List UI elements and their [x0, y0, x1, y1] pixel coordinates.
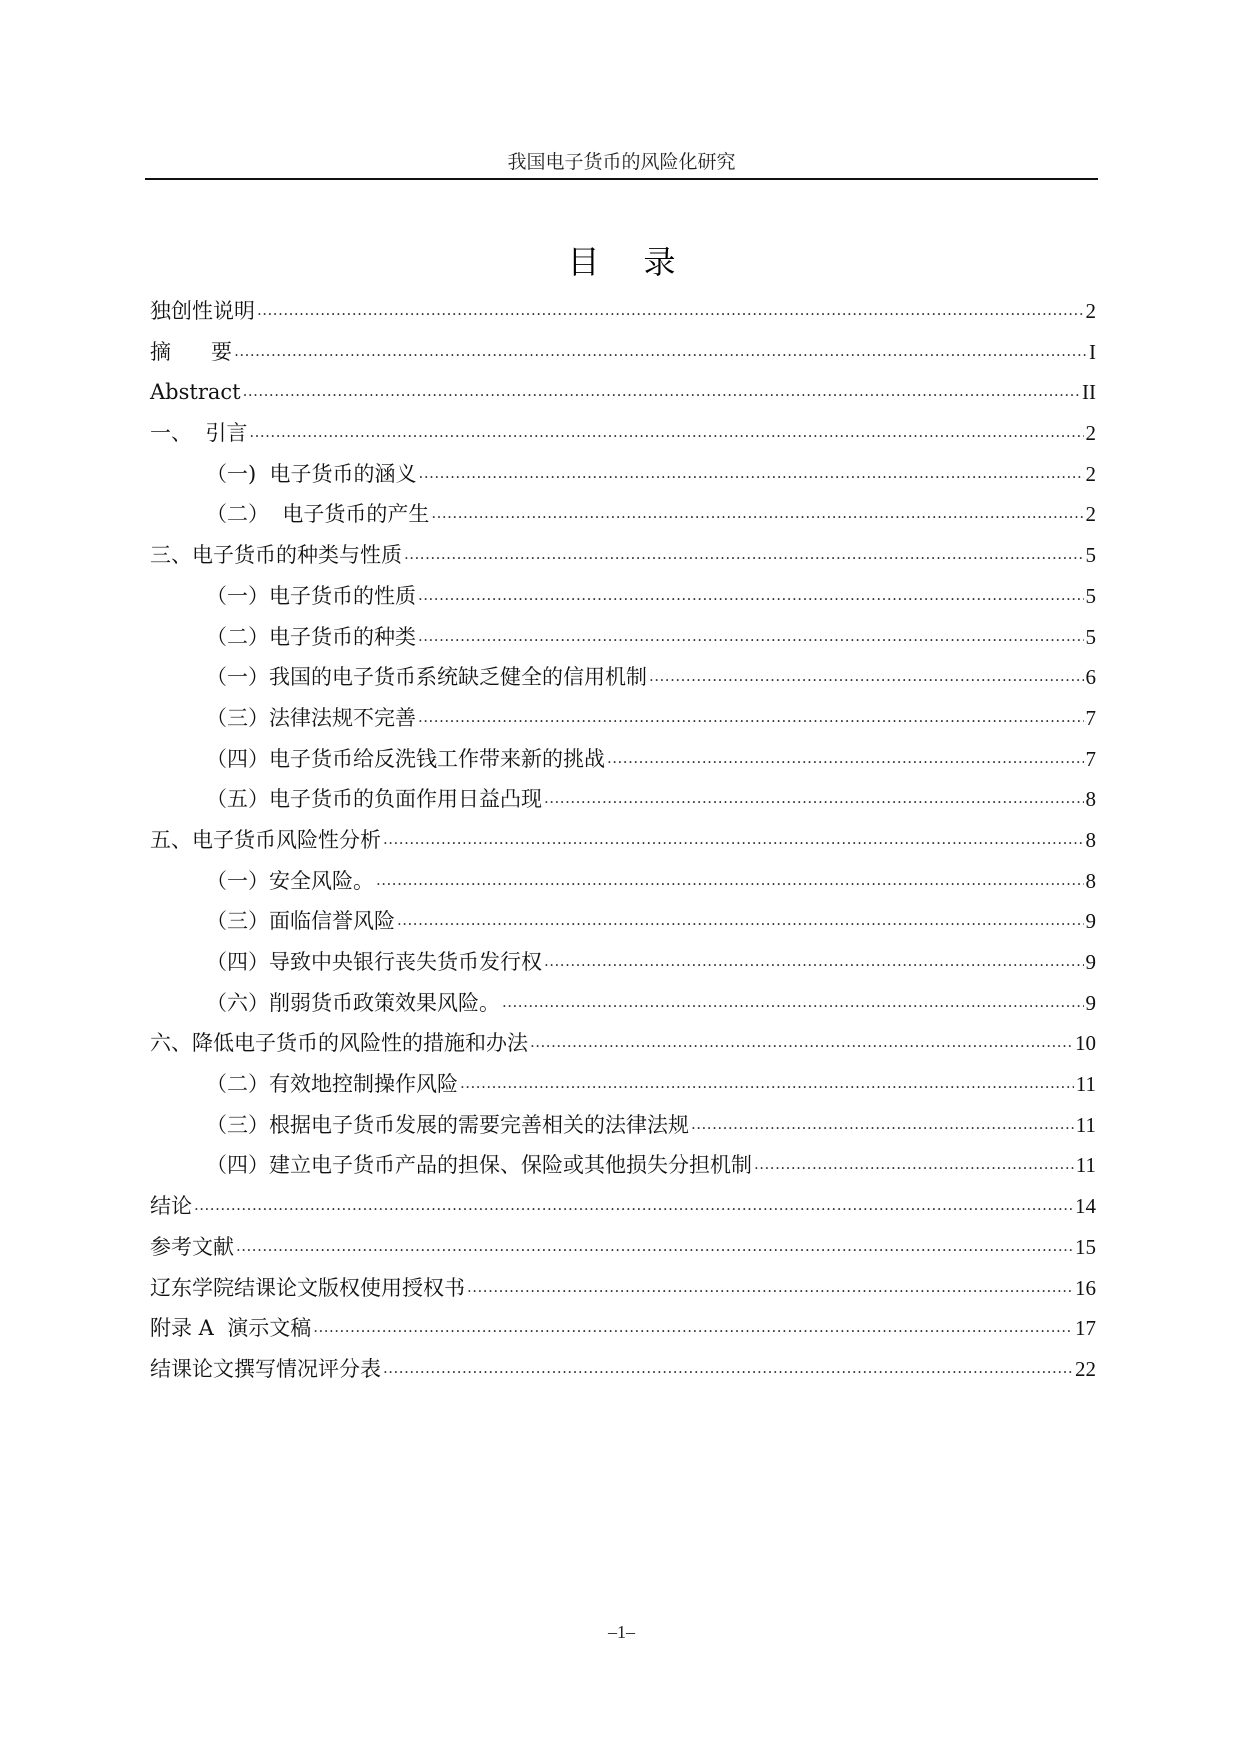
- toc-entry-page: 9: [1085, 950, 1096, 974]
- toc-entry[interactable]: [150, 861, 1096, 902]
- toc-dot-leader: [460, 1070, 1074, 1091]
- toc-entry-label: 六、降低电子货币的风险性的措施和办法: [150, 1031, 528, 1056]
- toc-entry[interactable]: [150, 372, 1096, 413]
- toc-entry-label: Abstract: [150, 380, 241, 405]
- toc-dot-leader: [397, 907, 1084, 928]
- toc-entry[interactable]: [150, 779, 1096, 820]
- toc-dot-leader: [418, 582, 1084, 603]
- toc-entry-page: 14: [1075, 1194, 1096, 1219]
- toc-entry-page: 2: [1085, 299, 1096, 323]
- toc-entry-page: 9: [1085, 909, 1096, 934]
- toc-entry[interactable]: [150, 942, 1096, 983]
- toc-entry-label: 三、电子货币的种类与性质: [150, 543, 402, 568]
- toc-entry[interactable]: [150, 1064, 1096, 1105]
- toc-dot-leader: [502, 989, 1084, 1010]
- toc-entry-label: （一）我国的电子货币系统缺乏健全的信用机制: [206, 665, 647, 690]
- toc-dot-leader: [607, 745, 1084, 766]
- toc-entry[interactable]: [150, 1145, 1096, 1186]
- toc-entry-label: （三）法律法规不完善: [206, 705, 416, 730]
- toc-dot-leader: [194, 1192, 1073, 1213]
- toc-entry-label: （一）电子货币的性质: [206, 583, 416, 608]
- toc-entry-page: 15: [1075, 1234, 1096, 1259]
- toc-dot-leader: [234, 338, 1087, 359]
- toc-dot-leader: [313, 1314, 1073, 1335]
- toc-entry[interactable]: [150, 332, 1096, 373]
- toc-entry-page: 16: [1075, 1275, 1096, 1300]
- toc-entry[interactable]: [150, 291, 1096, 332]
- toc-entry-page: 8: [1085, 827, 1096, 852]
- toc-entry-page: 22: [1075, 1356, 1096, 1381]
- toc-entry-page: 2: [1085, 421, 1096, 446]
- toc-entry[interactable]: [150, 983, 1096, 1024]
- toc-entry[interactable]: [150, 657, 1096, 698]
- toc-entry[interactable]: [150, 1227, 1096, 1268]
- toc-dot-leader: [257, 297, 1084, 318]
- toc-entry-label: 五、电子货币风险性分析: [150, 827, 381, 852]
- toc-entry-label: 附录 A 演示文稿: [150, 1316, 312, 1341]
- toc-dot-leader: [530, 1029, 1073, 1050]
- toc-entry-page: 7: [1085, 746, 1096, 771]
- toc-dot-leader: [418, 623, 1084, 644]
- toc-title: 目录: [567, 243, 720, 281]
- toc-dot-leader: [544, 948, 1084, 969]
- toc-entry-label: （二）有效地控制操作风险: [206, 1072, 458, 1097]
- toc-entry-page: 7: [1085, 705, 1096, 730]
- toc-entry-label: （四）建立电子货币产品的担保、保险或其他损失分担机制: [206, 1153, 752, 1178]
- toc-entry-page: 11: [1075, 1153, 1096, 1178]
- toc-entry[interactable]: [150, 1308, 1096, 1349]
- toc-dot-leader: [383, 826, 1084, 847]
- toc-dot-leader: [376, 867, 1084, 888]
- toc-entry[interactable]: [150, 535, 1096, 576]
- page-number: –1–: [608, 1622, 635, 1642]
- toc-entry-label: （三）面临信誉风险: [206, 909, 395, 934]
- toc-dot-leader: [383, 1355, 1073, 1376]
- toc-entry-page: 9: [1085, 990, 1096, 1015]
- toc-entry-page: 5: [1085, 624, 1096, 649]
- toc-dot-leader: [243, 378, 1080, 399]
- toc-entry-label: （一) 电子货币的涵义: [206, 461, 417, 486]
- toc-entry[interactable]: [150, 617, 1096, 658]
- toc-dot-leader: [691, 1111, 1074, 1132]
- toc-entry-label: （四）导致中央银行丧失货币发行权: [206, 950, 542, 974]
- toc-entry-page: 2: [1085, 502, 1096, 527]
- toc-entry-page: 17: [1075, 1316, 1096, 1341]
- toc-entry-label: （一）安全风险。: [206, 868, 374, 893]
- toc-entry[interactable]: [150, 820, 1096, 861]
- toc-entry-page: 10: [1075, 1031, 1096, 1056]
- toc-dot-leader: [404, 541, 1084, 562]
- toc-entry-page: 11: [1075, 1072, 1096, 1097]
- toc-entry-label: （三）根据电子货币发展的需要完善相关的法律法规: [206, 1112, 689, 1137]
- toc-entry[interactable]: [150, 576, 1096, 617]
- toc-entry[interactable]: [150, 698, 1096, 739]
- toc-entry-label: 一、 引言: [150, 421, 248, 446]
- toc-entry-label: （二）电子货币的种类: [206, 624, 416, 649]
- toc-entry[interactable]: [150, 739, 1096, 780]
- toc-entry-page: 8: [1085, 868, 1096, 893]
- toc-dot-leader: [649, 663, 1084, 684]
- toc-entry-page: 11: [1075, 1112, 1096, 1137]
- toc-dot-leader: [754, 1151, 1074, 1172]
- toc-entry-page: 8: [1085, 787, 1096, 812]
- toc-dot-leader: [544, 785, 1084, 806]
- toc-entry-label: 参考文献: [150, 1234, 234, 1259]
- toc-entry-label: （五）电子货币的负面作用日益凸现: [206, 787, 542, 812]
- toc-entry-page: 5: [1085, 583, 1096, 608]
- toc-dot-leader: [249, 419, 1083, 440]
- toc-entry[interactable]: [150, 901, 1096, 942]
- header-rule: [145, 178, 1098, 180]
- toc-entry-page: 6: [1085, 665, 1096, 690]
- toc-entry-page: II: [1082, 380, 1096, 405]
- toc-dot-leader: [418, 704, 1084, 725]
- toc-dot-leader: [419, 460, 1084, 481]
- running-header: 我国电子货币的风险化研究: [507, 151, 736, 173]
- toc-entry[interactable]: [150, 1349, 1096, 1390]
- toc-entry[interactable]: [150, 1186, 1096, 1227]
- toc-entry[interactable]: [150, 1023, 1096, 1064]
- toc-entry-page: 5: [1085, 543, 1096, 568]
- toc-entry[interactable]: [150, 1268, 1096, 1309]
- toc-dot-leader: [236, 1233, 1073, 1254]
- toc-entry-label: 摘 要: [150, 339, 233, 364]
- toc-entry-label: （六）削弱货币政策效果风险。: [206, 990, 500, 1015]
- toc-entry[interactable]: [150, 1105, 1096, 1146]
- table-of-contents: [150, 291, 1096, 1390]
- toc-entry-label: 独创性说明: [150, 299, 255, 323]
- toc-entry-label: （四）电子货币给反洗钱工作带来新的挑战: [206, 746, 605, 771]
- toc-dot-leader: [467, 1274, 1073, 1295]
- toc-entry-label: 辽东学院结课论文版权使用授权书: [150, 1275, 465, 1300]
- toc-entry[interactable]: [150, 494, 1096, 535]
- toc-entry[interactable]: [150, 413, 1096, 454]
- toc-entry-page: I: [1089, 339, 1096, 364]
- toc-entry-label: （二） 电子货币的产生: [206, 502, 430, 527]
- toc-entry-label: 结课论文撰写情况评分表: [150, 1356, 381, 1381]
- toc-entry[interactable]: [150, 454, 1096, 495]
- toc-entry-label: 结论: [150, 1194, 192, 1219]
- toc-entry-page: 2: [1085, 461, 1096, 486]
- toc-dot-leader: [431, 500, 1083, 521]
